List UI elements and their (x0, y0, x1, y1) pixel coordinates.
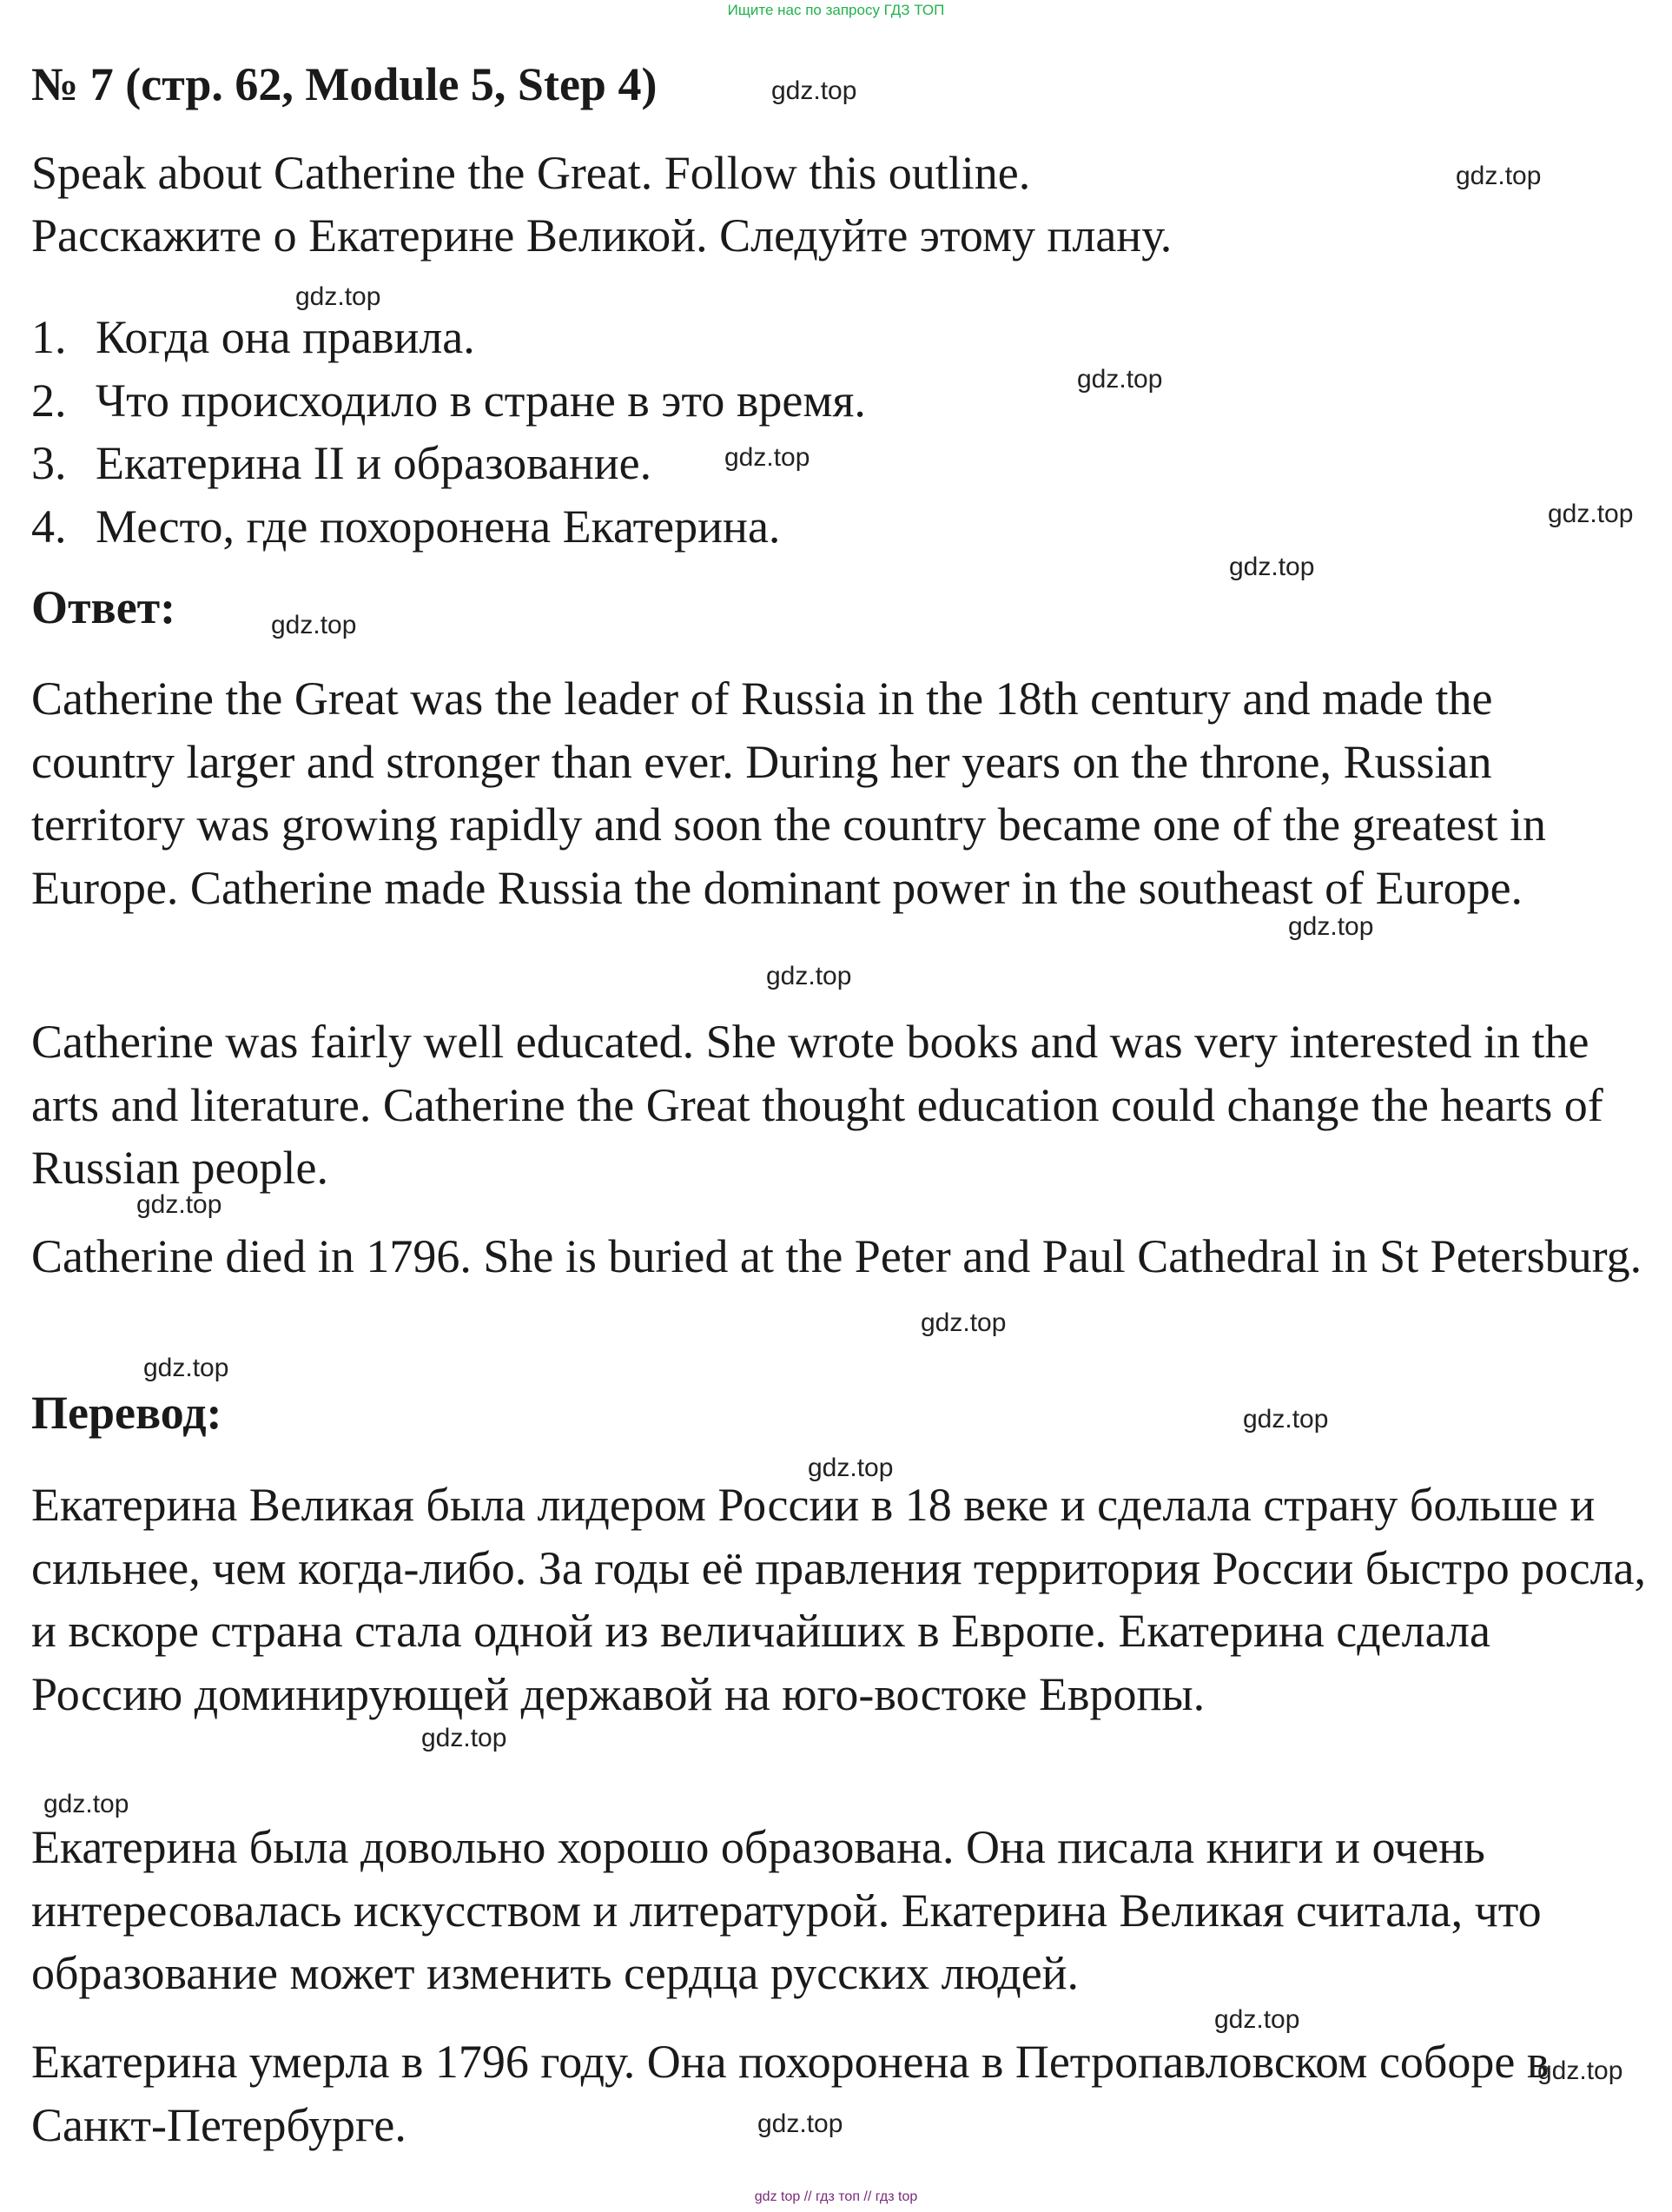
translation-paragraph-1: Екатерина Великая была лидером России в 18 веке и сделала страну больше и сильнее, чем когда-либо. За годы её правления территория России быстро росла, и вскоре страна стала одной из величайших в Европе. Екатерина сделала Россию доминирующей державой на юго-востоке Европы. (31, 1479, 1646, 1720)
outline-item (31, 369, 866, 433)
translation-paragraph-2: Екатерина была довольно хорошо образована. Она писала книги и очень интересовалась искусством и литературой. Екатерина Великая считала, что образование может изменить сердца русских людей. (31, 1821, 1542, 1999)
page-title: № 7 (стр. 62, Module 5, Step 4) (31, 58, 658, 110)
outline-item (31, 306, 866, 369)
answer-paragraph-1: Catherine the Great was the leader of Russia in the 18th century and made the country larger and stronger than ever. During her years on the throne, Russian territory was growing rapidly and soon the country became one of the greatest in Europe. Catherine made Russia the dominant power in the southeast of Europe. (31, 672, 1546, 914)
watermark: gdz.top (766, 962, 852, 990)
watermark: gdz.top (1243, 1405, 1329, 1434)
watermark: gdz.top (1456, 162, 1542, 190)
outline-number: 2. (31, 374, 67, 427)
watermark: gdz.top (724, 443, 810, 472)
watermark: gdz.top (143, 1354, 229, 1382)
outline-text: Когда она правила. (96, 311, 475, 363)
outline-number: 1. (31, 311, 67, 363)
watermark: gdz.top (1229, 553, 1315, 581)
outline-number: 4. (31, 500, 67, 553)
outline-item (31, 495, 866, 559)
outline-text: Екатерина II и образование. (96, 437, 652, 489)
translation-paragraph-3: Екатерина умерла в 1796 году. Она похоронена в Петропавловском соборе в Санкт-Петербурге. (31, 2036, 1550, 2151)
outline-text: Что происходило в стране в это время. (96, 374, 866, 427)
watermark: gdz.top (295, 282, 381, 311)
outline-list (31, 306, 866, 558)
answer-heading: Ответ: (31, 581, 176, 633)
watermark: gdz.top (136, 1190, 222, 1219)
watermark: gdz.top (1288, 912, 1374, 941)
bottom-banner: gdz top // гдз топ // гдз top (754, 2189, 918, 2204)
watermark: gdz.top (771, 76, 857, 105)
answer-paragraph-3: Catherine died in 1796. She is buried at the Peter and Paul Cathedral in St Petersburg. (31, 1230, 1642, 1282)
watermark: gdz.top (1214, 2005, 1300, 2034)
watermark: gdz.top (1537, 2056, 1623, 2085)
watermark: gdz.top (43, 1790, 129, 1818)
top-banner: Ищите нас по запросу ГДЗ ТОП (727, 2, 945, 18)
task-russian: Расскажите о Екатерине Великой. Следуйте этому плану. (31, 209, 1173, 262)
outline-number: 3. (31, 437, 67, 489)
watermark: gdz.top (1548, 500, 1634, 528)
watermark: gdz.top (271, 611, 357, 639)
translation-heading: Перевод: (31, 1387, 222, 1439)
outline-text: Место, где похоронена Екатерина. (96, 500, 781, 553)
watermark: gdz.top (757, 2109, 843, 2138)
watermark: gdz.top (421, 1724, 507, 1752)
watermark: gdz.top (808, 1454, 894, 1482)
answer-paragraph-2: Catherine was fairly well educated. She wrote books and was very interested in the arts and literature. Catherine the Great thought education could change the hearts of Russian people. (31, 1016, 1603, 1194)
task-english: Speak about Catherine the Great. Follow this outline. (31, 147, 1031, 199)
watermark: gdz.top (1077, 365, 1163, 394)
watermark: gdz.top (921, 1308, 1007, 1337)
